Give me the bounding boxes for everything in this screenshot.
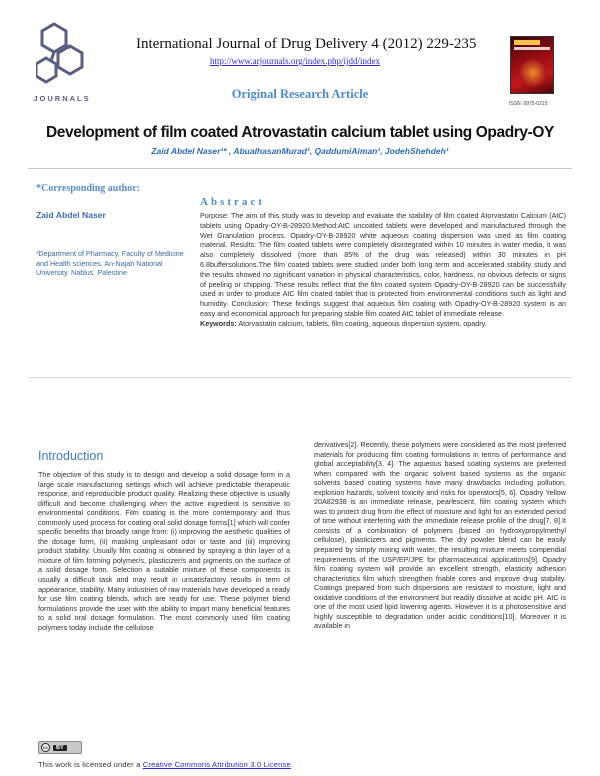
author-affiliation: ¹Department of Pharmacy, Faculty of Medicine and Health sciences, An-Najah National University. Nablus. Palestine [36, 249, 184, 278]
cc-by-label: BY [53, 745, 67, 751]
journal-url-link[interactable]: http://www.arjournals.org/index.php/ijdd/index [210, 56, 380, 66]
abstract-body [200, 211, 566, 329]
license-link[interactable]: Creative Commons Attribution 3.0 License [142, 760, 291, 769]
abstract-heading: Abstract [200, 196, 265, 208]
cc-icon: cc [42, 745, 48, 750]
body-column-right: derivatives[2]. Recently, these polymers were considered as the most preferred materials for producing film coating formulations in terms of performance and global acceptability[3, 4]. The aqueous based coating systems are preferred when compared with the organic solvent based systems as the organic solvents based coating systems have many drawbacks including pollution, explosion hazards, solvent toxicity and risks for operators[5, 6]. Opadry Yellow 20A82938 is an immediate release, pearlescent, film coating system which was to protect drug from the effect of moisture and light for an extended period of time without interfering with the immediate release profile of the drug[7, 8].It consists of a combination of polymers (based on hydroxypropylmethyl cellulose), plasticizers and pigments. The dry powder blend can be easily prepared by simply mixing with water, the resulting mixture meets compendial requirements of the USP/EP/JPE for pharmaceutical applications[9]. Opadry film coating system will provide an excellent strength, elasticity adhesion characteristics film which strengthen friable cores and improve drug stability. Coatings prepared from such dispersions are resistant to moisture, light and oxidative conditions of the environment but readily dissolve at acidic pH. AtC is one of the most used lipid lowering agents. However it is a photosensitive and highly susceptible to degradation under acidic conditions[10]. Moreover it is available in [314, 440, 566, 631]
header-divider [28, 168, 572, 169]
journal-cover-thumbnail [510, 36, 554, 94]
logo-text: JOURNALS [33, 94, 91, 103]
abstract-divider [28, 377, 572, 378]
keywords-label: Keywords: [200, 318, 237, 328]
issn-label: ISSN: 0975-0215 [509, 101, 548, 107]
section-heading-introduction: Introduction [38, 449, 104, 463]
license-line [38, 760, 293, 769]
corresponding-author-name: Zaid Abdel Naser [36, 210, 106, 220]
body-column-left: The objective of this study is to design and develop a solid dosage form in a large scale manufacturing settings which will achieve predictable therapeutic response, and reproducible product quality. Realizing these objective is usually difficult and become challenging when the active ingredient is sensitive to environmental conditions. Film coating is the more contemporary and thus commonly used process for coating oral solid dosage forms[1] which will confer specific benefits that broadly range from: (i) improving the aesthetic qualities of the dosage form, (ii) masking unpleasant odor or taste and (iii) improving product stability. Usually film coating is obtained by spraying a thin layer of a mixture of film forming polymer/s, plasticizer/s and pigments on the surface of a solid dosage form. Selection a suitable mixture of these components is usually a difficult task and may result in unsatisfactory results in term of appearance, stability. Many industries of raw materials have developed a ready for use film coating blends, which are ready for use. These polymer blend formulations provide the user with the ability to impart many beneficial features to a solid oral dosage formulation. The most commonly used film coating polymers today include the cellulose [38, 470, 290, 632]
journal-logo-icon [36, 22, 88, 90]
journal-title: International Journal of Drug Delivery 4 (2012) 229-235 [136, 36, 477, 52]
author-list: Zaid Abdel Naser¹* , AbualhasanMurad¹, QaddumiAiman¹, JodehShehdeh¹ [151, 146, 449, 156]
creative-commons-badge[interactable] [38, 741, 82, 754]
abstract-text: Purpose: The aim of this study was to develop and evaluate the stability of film coated Atorvastatin Calcium (AtC) tablets using Opadry-OY-B-28920.Method:AtC uncoated tablets were developed and manufactured through the Wet Granulation process. Opadry-OY-B-28920 white aqueous coating dispersion was used as film coating material. Results: The film coated tablets were completely disintegrated within 10 minutes in water media, it was also completely dissolved (more than 85% of the drug was released) within 30 minutes in pH 6.8buffersolutions.The film coated tablets were studied under both long term and accelerated stability study and the results showed no significant variation in physical characteristics, color, hardness, no obvious defects or signs of peeling or chipping. These results reflect that the film coated system Opadry-OY-B-28920 can be successfully used in order to produce AtC film coated tablet that is protected from environmental conditions such as light and humidity. Conclusion: These findings suggest that aqueous film coating with Opadry-OY-B-28920 system is an easy and economical approach for preparing stable film coated AtC tablet of immediate release. [200, 211, 566, 318]
article-type: Original Research Article [231, 87, 369, 101]
license-prefix: This work is licensed under a [38, 760, 143, 769]
license-suffix: . [290, 760, 294, 769]
paper-title: Development of film coated Atrovastatin calcium tablet using Opadry-OY [46, 124, 554, 141]
keywords-text: Atorvastatin calcium, tablets, film coating, aqueous dispersion system, opadry. [238, 318, 487, 328]
corresponding-author-label: *Corresponding author: [36, 183, 140, 194]
